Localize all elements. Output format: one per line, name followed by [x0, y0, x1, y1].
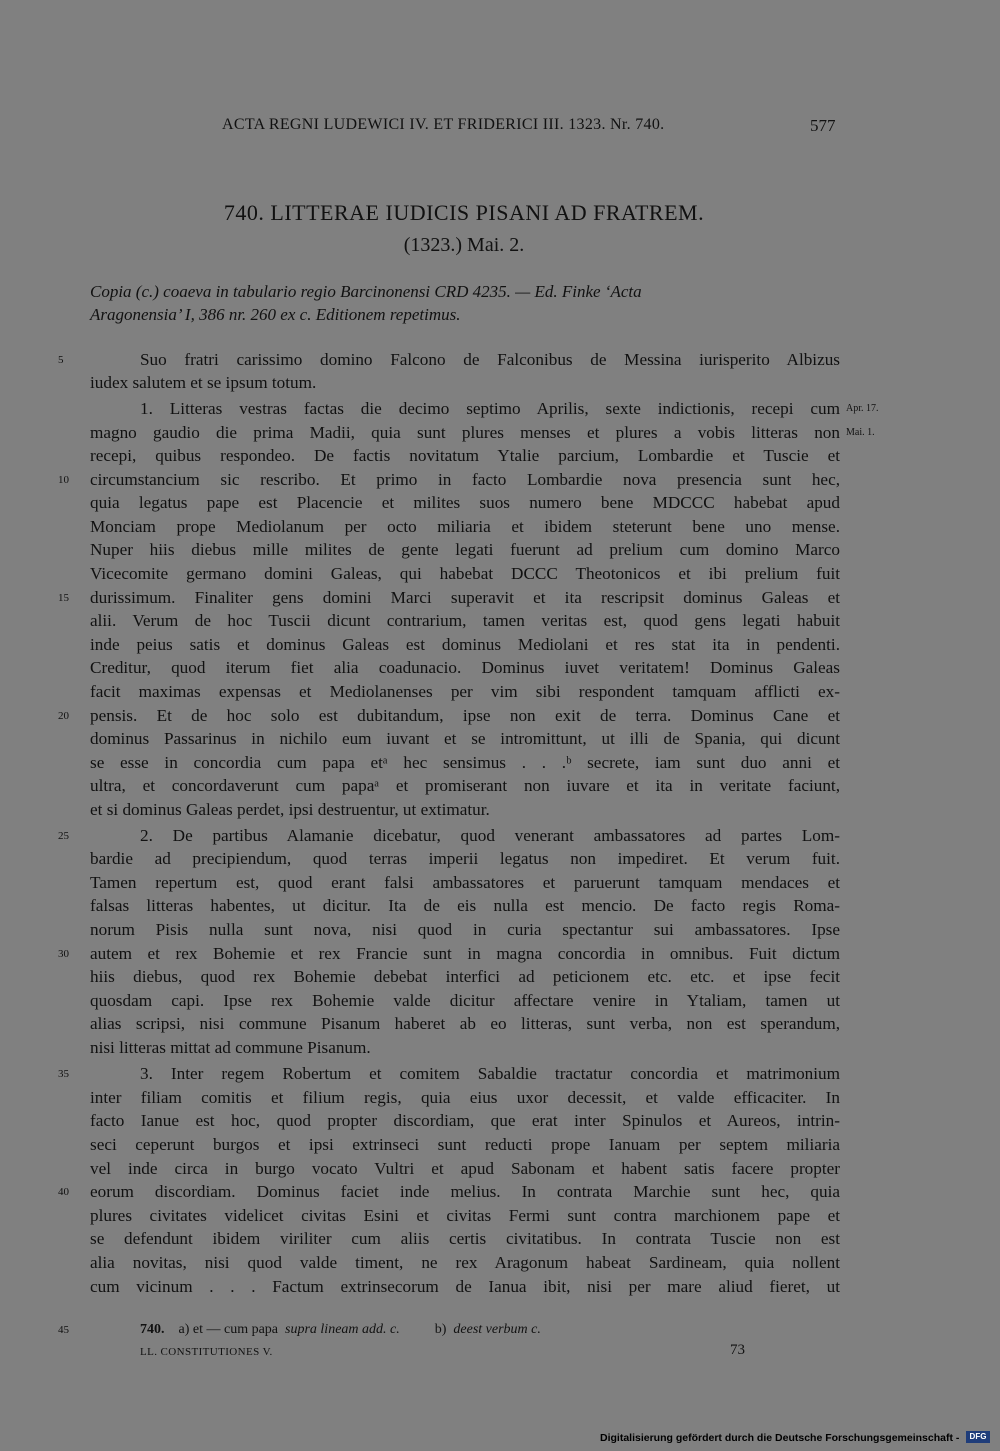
line-number: 25 — [58, 830, 69, 842]
text-line: 3. Inter regem Robertum et comitem Sabaldie tractatur concordia et matrimonium — [140, 1064, 840, 1083]
text-line: inter filiam comitis et filium regis, quia eius uxor decessit, et valde efficaciter. In — [90, 1088, 840, 1107]
page-number: 577 — [810, 116, 836, 135]
line-number: 10 — [58, 474, 69, 486]
text-line: iudex salutem et se ipsum totum. — [90, 373, 317, 392]
text-line: recepi, quibus respondeo. De factis novitatum Ytalie parcium, Lombardie et Tuscie et — [90, 446, 840, 465]
text-line: cum vicinum . . . Factum extrinsecorum de Ianua ibit, nisi per mare aliud fieret, ut — [90, 1277, 840, 1296]
text-line: 1. Litteras vestras factas die decimo septimo Aprilis, sexte indictionis, recepi cum — [140, 399, 840, 418]
text-line: facit maximas expensas et Mediolanenses per vim sibi respondent tamquam afflicti ex- — [90, 682, 840, 701]
source-note-line: Aragonensia’ I, 386 nr. 260 ex c. Editionem repetimus. — [90, 305, 461, 324]
text-line: eorum discordiam. Dominus faciet inde melius. In contrata Marchie sunt hec, quia — [90, 1182, 840, 1201]
footnote-b-mark: b) — [434, 1322, 447, 1337]
line-number: 30 — [58, 948, 69, 960]
footnote — [140, 1322, 541, 1338]
text-line: et si dominus Galeas perdet, ipsi destruentur, ut extimatur. — [90, 800, 490, 819]
text-line: Tamen repertum est, quod erant falsi ambassatores et paruerunt tamquam mendaces et — [90, 873, 840, 892]
line-number: 35 — [58, 1068, 69, 1080]
text-line: Vicecomite germano domini Galeas, qui habebat DCCC Theotonicos et ibi prelium fuit — [90, 564, 840, 583]
line-number: 15 — [58, 592, 69, 604]
text-line: alias scripsi, nisi commune Pisanum haberet ab eo litteras, sunt verba, non est sperandum, — [90, 1014, 840, 1033]
text-line: alia novitas, nisi quod valde timent, ne rex Aragonum habeat Sardineam, quia nollent — [90, 1253, 840, 1272]
signature-mark: 73 — [730, 1342, 745, 1358]
text-line: bardie ad precipiendum, quod terras imperii legatus non impediret. Et verum fuit. — [90, 849, 840, 868]
line-number: 20 — [58, 710, 69, 722]
text-line: Suo fratri carissimo domino Falcono de Falconibus de Messina iurisperito Albizus — [140, 350, 840, 369]
marginal-note: Apr. 17. — [846, 403, 879, 414]
document-title: 740. LITTERAE IUDICIS PISANI AD FRATREM. — [223, 200, 705, 225]
text-line: nisi litteras mittat ad commune Pisanum. — [90, 1038, 371, 1057]
text-line: alii. Verum de hoc Tuscii dicunt contrarium, tamen veritas est, quod gens legati habuit — [90, 611, 840, 630]
document-date: (1323.) Mai. 2. — [403, 234, 525, 256]
running-header: ACTA REGNI LUDEWICI IV. ET FRIDERICI III. 1323. Nr. 740. — [222, 116, 665, 133]
text-line: norum Pisis nulla sunt nova, nisi quod in curia spectantur sui ambassatores. Ipse — [90, 920, 840, 939]
line-number: 45 — [58, 1324, 69, 1336]
digitization-credit: Digitalisierung gefördert durch die Deutsche Forschungsgemeinschaft - — [600, 1432, 960, 1444]
dfg-logo: DFG — [966, 1431, 990, 1443]
text-line: quia legatus pape est Placencie et milites suos numero bene MDCCC habebat apud — [90, 493, 840, 512]
line-number: 5 — [58, 354, 64, 366]
footnote-a-text: supra lineam add. c. — [285, 1322, 400, 1337]
marginal-note: Mai. 1. — [846, 427, 875, 438]
source-note-line: Copia (c.) coaeva in tabulario regio Barcinonensi CRD 4235. — Ed. Finke ‘Acta — [90, 282, 642, 301]
text-line: hiis diebus, quod rex Bohemie debebat interfici ad peticionem etc. etc. et ipse fecit — [90, 967, 840, 986]
text-line: plures civitates videlicet civitas Esini et civitas Fermi sunt contra marchionem pape et — [90, 1206, 840, 1225]
text-line: Creditur, quod iterum fiet alia coadunacio. Dominus iuvet veritatem! Dominus Galeas — [90, 658, 840, 677]
text-line: falsas litteras habentes, ut dicitur. Ita de eis nulla est mencio. De facto regis Roma- — [90, 896, 840, 915]
text-line: 2. De partibus Alamanie dicebatur, quod venerant ambassatores ad partes Lom- — [140, 826, 840, 845]
text-line: quosdam capi. Ipse rex Bohemie valde dicitur affectare venire in Ytaliam, tamen ut — [90, 991, 840, 1010]
text-line: Nuper hiis diebus mille milites de gente legati fuerunt ad prelium cum domino Marco — [90, 540, 840, 559]
text-line: autem et rex Bohemie et rex Francie sunt in magna concordia in omnibus. Fuit dictum — [90, 944, 840, 963]
text-line: circumstancium sic rescribo. Et primo in facto Lombardie nova presencia sunt hec, — [90, 470, 840, 489]
text-line: se defendunt ibidem viriliter cum aliis certis civitatibus. In contrata Tuscie non est — [90, 1229, 840, 1248]
series-label: LL. CONSTITUTIONES V. — [140, 1346, 273, 1358]
text-line: seci ceperunt burgos et ipsi extrinseci sunt reducti prope Ianuam per septem miliaria — [90, 1135, 840, 1154]
text-line: durissimum. Finaliter gens domini Marci superavit et ita rescripsit dominus Galeas et — [90, 588, 840, 607]
footnote-number: 740. — [140, 1322, 165, 1337]
text-line: ultra, et concordaverunt cum papaᵃ et promiserant non iuvare et ita in veritate faciunt, — [90, 776, 840, 795]
text-line: vel inde circa in burgo vocato Vultri et apud Sabonam et habent satis facere propter — [90, 1159, 840, 1178]
text-line: dominus Passarinus in nichilo eum iuvant et se intromittunt, ut illi de Spania, qui dicunt — [90, 729, 840, 748]
text-line: facto Ianue est hoc, quod propter discordiam, que erat inter Spinulos et Aureos, intrin- — [90, 1111, 840, 1130]
footnote-a-mark: a) et — cum papa — [178, 1322, 279, 1337]
footnote-b-text: deest verbum c. — [453, 1322, 541, 1337]
line-number: 40 — [58, 1186, 69, 1198]
text-line: Monciam prope Mediolanum per octo miliaria et ibidem steterunt bene uno mense. — [90, 517, 840, 536]
text-line: magno gaudio die prima Madii, quia sunt plures menses et plures a vobis litteras non — [90, 423, 840, 442]
text-line: se esse in concordia cum papa etᵃ hec sensimus . . .ᵇ secrete, iam sunt duo anni et — [90, 753, 840, 772]
text-line: pensis. Et de hoc solo est dubitandum, ipse non exit de terra. Dominus Cane et — [90, 706, 840, 725]
text-line: inde peius satis et dominus Galeas est dominus Mediolani et res stat ita in pendenti. — [90, 635, 840, 654]
